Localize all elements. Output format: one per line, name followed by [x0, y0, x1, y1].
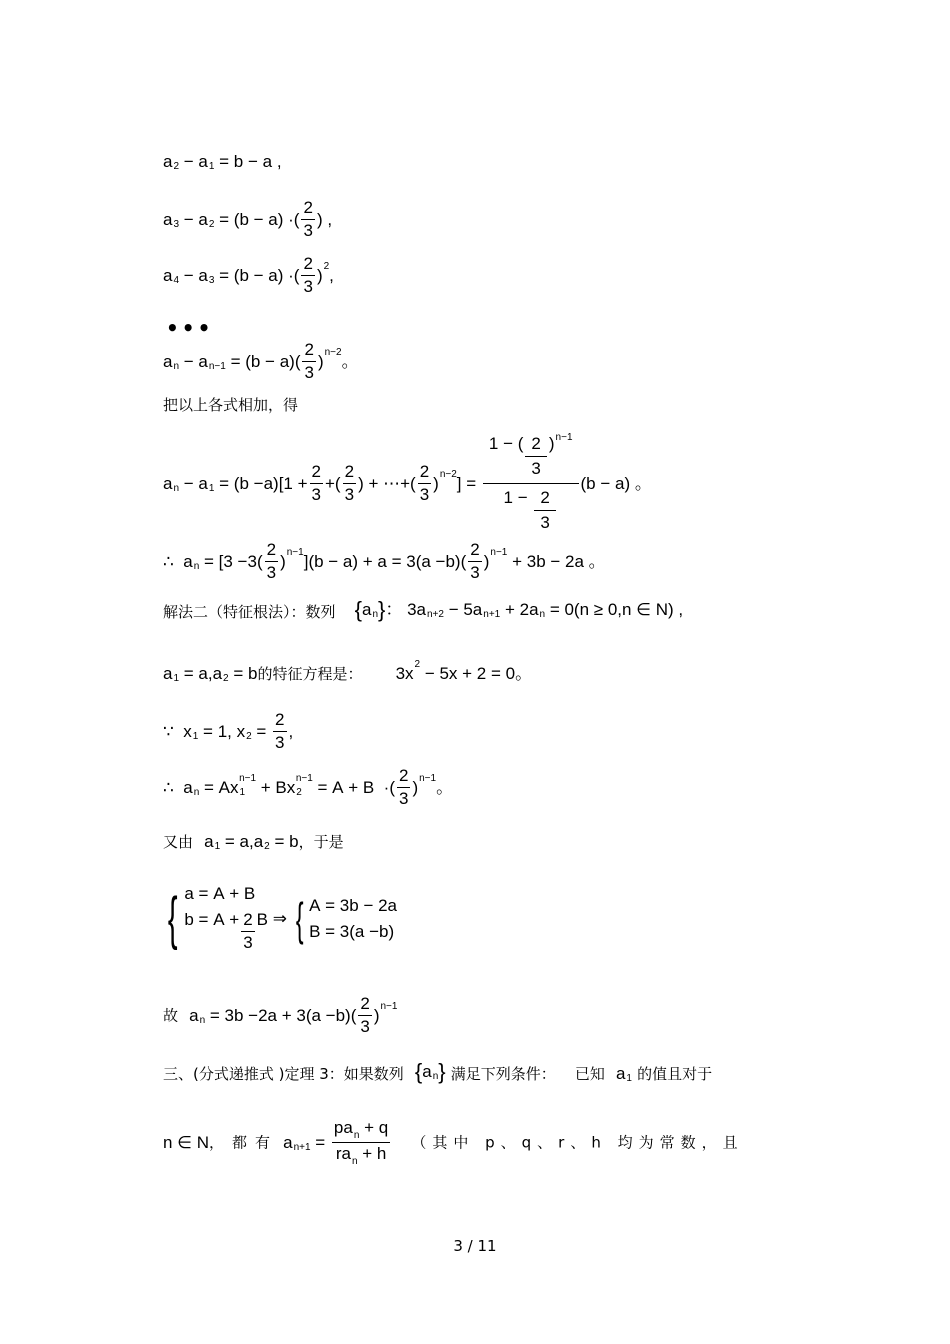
text-thus: ，于是	[298, 833, 344, 851]
text-all: ，都有	[209, 1133, 279, 1152]
section3-line	[163, 1059, 713, 1084]
equation: ∴ a n = Ax 1 n−1 + Bx 2 n−1 = A + B ·( 2 3 ) n−1 。	[163, 766, 454, 808]
char-eq-line	[163, 659, 533, 684]
equation: ∴ a n = [3 −3( 2 3 ) n−1 ](b − a) + a = 3(a −b)( 2 3 ) n−1 + 3b − 2a 。	[163, 540, 606, 582]
text-therefore: 故	[163, 1006, 179, 1025]
initial-line	[163, 832, 344, 852]
char-eq-text: 的特征方程是：	[257, 665, 363, 683]
equation-sum	[163, 430, 652, 537]
equation-result-1	[163, 540, 606, 583]
page-number: 3 / 11	[453, 1237, 497, 1255]
equation: { a n } ： 3a n+2 − 5a n+1 + 2a n = 0(n ≥ 0,n ∈ N) ,	[354, 597, 684, 622]
equation-line-4	[163, 340, 359, 383]
equation: { a = A + B b = A + $\frac{2}{3}$ B ⇒ { A = 3b − 2a B = 3(a −b)	[167, 884, 397, 952]
section3-label: 三、(分式递推式 )定理 3：如果数列	[163, 1065, 404, 1083]
equation: a n − a 1 = (b −a)[1 + 2 3 +( 2 3 ) + ⋯+( 2 3 ) n−2 ] = 1 − ( $\frac{2}{3}$ )$^{n-1}$ 1 − $\frac{2}{3}$ (b − a) 。	[163, 432, 652, 532]
roots-line	[163, 710, 293, 753]
section3-cond: 满足下列条件：	[450, 1065, 556, 1083]
section3-value: 的值且对于	[637, 1065, 713, 1083]
text-add: 把以上各式相加，得	[163, 396, 299, 414]
section3-known: 已知	[574, 1065, 605, 1083]
final-answer-line	[163, 994, 397, 1037]
equation: a n = 3b −2a + 3(a −b)( 2 3 ) n−1	[189, 994, 398, 1036]
equation: a 2 − a 1 = b − a ,	[163, 152, 282, 172]
text-consts: （其中 p、q、r、h 均为常数，且	[411, 1133, 744, 1152]
equation-line-3	[163, 254, 334, 297]
equation: { a n }	[414, 1059, 446, 1084]
ellipsis-dots: •••	[166, 316, 214, 340]
equation: a 1 = a,a 2 = b	[204, 832, 299, 852]
equation-line-2	[163, 198, 332, 241]
equation: a 4 − a 3 = (b − a) ·( 2 3 ) 2 ,	[163, 254, 334, 296]
text-then: 又由	[163, 833, 194, 851]
equation: 3x 2 − 5x + 2 = 0。	[395, 659, 533, 683]
system-equations	[163, 884, 397, 953]
equation: ∵ x 1 = 1, x 2 = 2 3 ,	[163, 710, 294, 752]
equation: a n+1 = $pa_n + q$ $ra_n + h$	[283, 1118, 389, 1167]
equation: n ∈ N	[163, 1132, 209, 1152]
equation: a 3 − a 2 = (b − a) ·( 2 3 ) ,	[163, 198, 333, 240]
equation: a n − a n−1 = (b − a)( 2 3 ) n−2 。	[163, 340, 359, 382]
method2-label: 解法二（特征根法）：数列	[163, 603, 336, 621]
equation-line-1	[163, 152, 282, 172]
equation: a 1 = a,a 2 = b	[163, 664, 258, 684]
recurrence-line	[163, 1118, 744, 1167]
equation: a 1	[615, 1064, 632, 1084]
general-solution-line	[163, 766, 453, 809]
method2-line	[163, 597, 684, 622]
